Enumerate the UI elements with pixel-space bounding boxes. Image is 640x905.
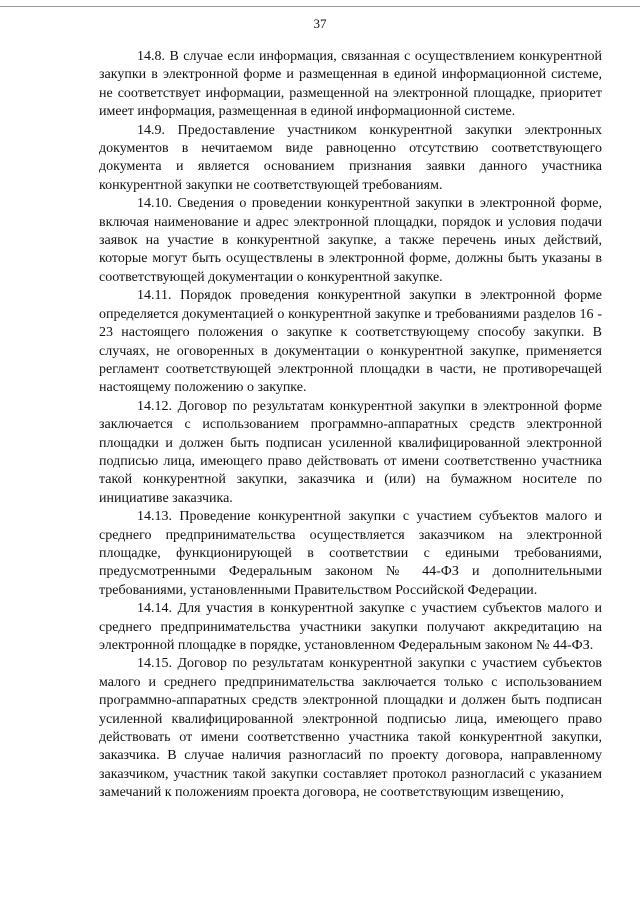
- paragraph-14-14: 14.14. Для участия в конкурентной закупке с участием субъектов малого и среднего предпринимательства участники закупки получают аккредитацию на электронной площадке в порядке, установленном Федеральным законом № 44-ФЗ.: [99, 601, 602, 653]
- paragraph-14-12: 14.12. Договор по результатам конкурентной закупки в электронной форме заключается с использованием программно-аппаратных средств электронной площадки и должен быть подписан усиленной квалифицированной электронной подписью лица, имеющего право действовать от имени соответственно участника такой конкурентной закупки, заказчика и (или) на бумажном носителе по инициативе заказчика.: [99, 398, 602, 506]
- paragraph-14-11: 14.11. Порядок проведения конкурентной закупки в электронной форме определяется документацией о конкурентной закупке и требованиями разделов 16 - 23 настоящего положения о закупке к соответствующему способу закупки. В случаях, не оговоренных в документации о конкурентной закупке, применяется регламент соответствующей электронной площадки в части, не противоречащей настоящему положению о закупке.: [99, 288, 602, 396]
- page-number: 37: [313, 16, 327, 31]
- document-body: [99, 48, 602, 803]
- paragraph-14-10: 14.10. Сведения о проведении конкурентной закупки в электронной форме, включая наименование и адрес электронной площадки, порядок и условия подачи заявок на участие в конкурентной закупке, а также перечень иных действий, которые могут быть осуществлены в электронной форме, должны быть указаны в соответствующей документации о конкурентной закупке.: [99, 196, 602, 285]
- paragraph-14-8: 14.8. В случае если информация, связанная с осуществлением конкурентной закупки в электронной форме и размещенная в единой информационной системе, не соответствует информации, размещенной на электронной площадке, приоритет имеет информация, размещенная в единой информационной системе.: [99, 49, 602, 120]
- paragraph-14-15: 14.15. Договор по результатам конкурентной закупки с участием субъектов малого и среднего предпринимательства заключается только с использованием программно-аппаратных средств электронной площадки и должен быть подписан усиленной квалифицированной электронной подписью лица, имеющего право действовать от имени соответственно участника такой конкурентной закупки, заказчика. В случае наличия разногласий по проекту договора, направленному заказчиком, участник такой закупки составляет протокол разногласий с указанием замечаний к положениям проекта договора, не соответствующим извещению,: [99, 656, 602, 801]
- top-scan-line: [0, 6, 640, 7]
- paragraph-14-9: 14.9. Предоставление участником конкурентной закупки электронных документов в нечитаемом виде равноценно отсутствию соответствующего документа и является основанием признания заявки данного участника конкурентной закупки не соответствующей требованиям.: [99, 122, 602, 193]
- paragraph-14-13: 14.13. Проведение конкурентной закупки с участием субъектов малого и среднего предпринимательства осуществляется заказчиком на электронной площадке, функционирующей в соответствии с едиными требованиями, предусмотренными Федеральным законом № 44-ФЗ и дополнительными требованиями, установленными Правительством Российской Федерации.: [99, 509, 602, 598]
